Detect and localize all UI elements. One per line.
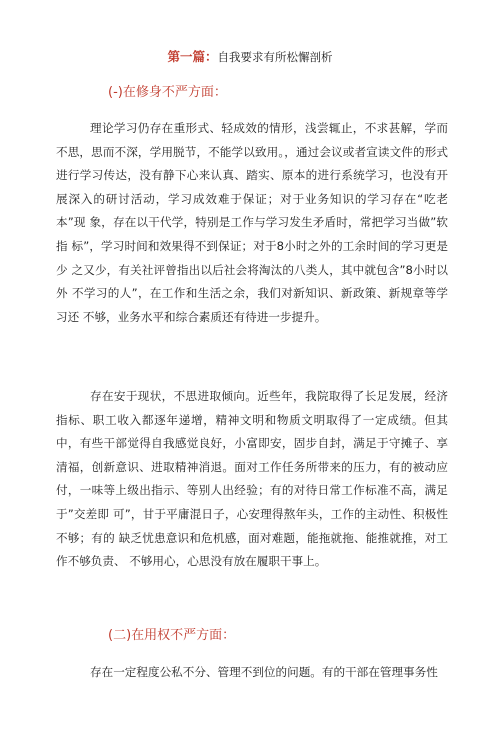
paragraph-management: 存在一定程度公私不分、管理不到位的问题。有的干部在管理事务性 — [90, 665, 438, 679]
title-label: 第一篇： — [167, 49, 218, 64]
paragraph-study: 理论学习仍存在重形式、轻成效的情形，浅尝辄止，不求甚解，学而不思，思而不深，学用脱节，不能学以致用。，通过会议或者宣读文件的形式进行学习传达，没有静下心来认真、踏实、原本的进行系统学习，也没有开展深入的研讨活动，学习成效难于保证；对于业务知识的学习存在“吃老本”现 象，存在以干代学，特别是工作与学习发生矛盾时，常把学习当做”软指 标”，学习时间和效果得不到保证；对于8小时之外的工余时间的学习更是少 之又少，有关社评曾指出以后社会将淘汰的八类人，其中就包含”8小时以外 不学习的人”，在工作和生活之余，我们对新知识、新政策、新规章等学习还 不够，业务水平和综合素质还有待进一步提升。 — [56, 121, 448, 324]
title-text: 自我要求有所松懈剖析 — [217, 50, 333, 64]
section-heading-power-use: (二)在用权不严方面： — [108, 628, 236, 643]
document-title — [0, 49, 500, 65]
section-heading-self-cultivation: (-)在修身不严方面： — [108, 85, 227, 100]
paragraph-complacency: 存在安于现状，不思进取倾向。近些年，我院取得了长足发展，经济指标、职工收入都逐年递增，精神文明和物质文明取得了一定成绩。但其中，有些干部觉得自我感觉良好，小富即安，固步自封，满足于守摊子、享清福，创新意识、进取精神消退。面对工作任务所带来的压力，有的被动应付，一味等上级出指示、等别人出经验；有的对待日常工作标准不高，满足于”交差即 可”，甘于平庸混日子，心安理得熬年头，工作的主动性、积极性不够；有的 缺乏忧患意识和危机感，面对难题，能拖就拖、能推就推，对工作不够负责、 不够用心，心思没有放在履职干事上。 — [56, 389, 448, 569]
